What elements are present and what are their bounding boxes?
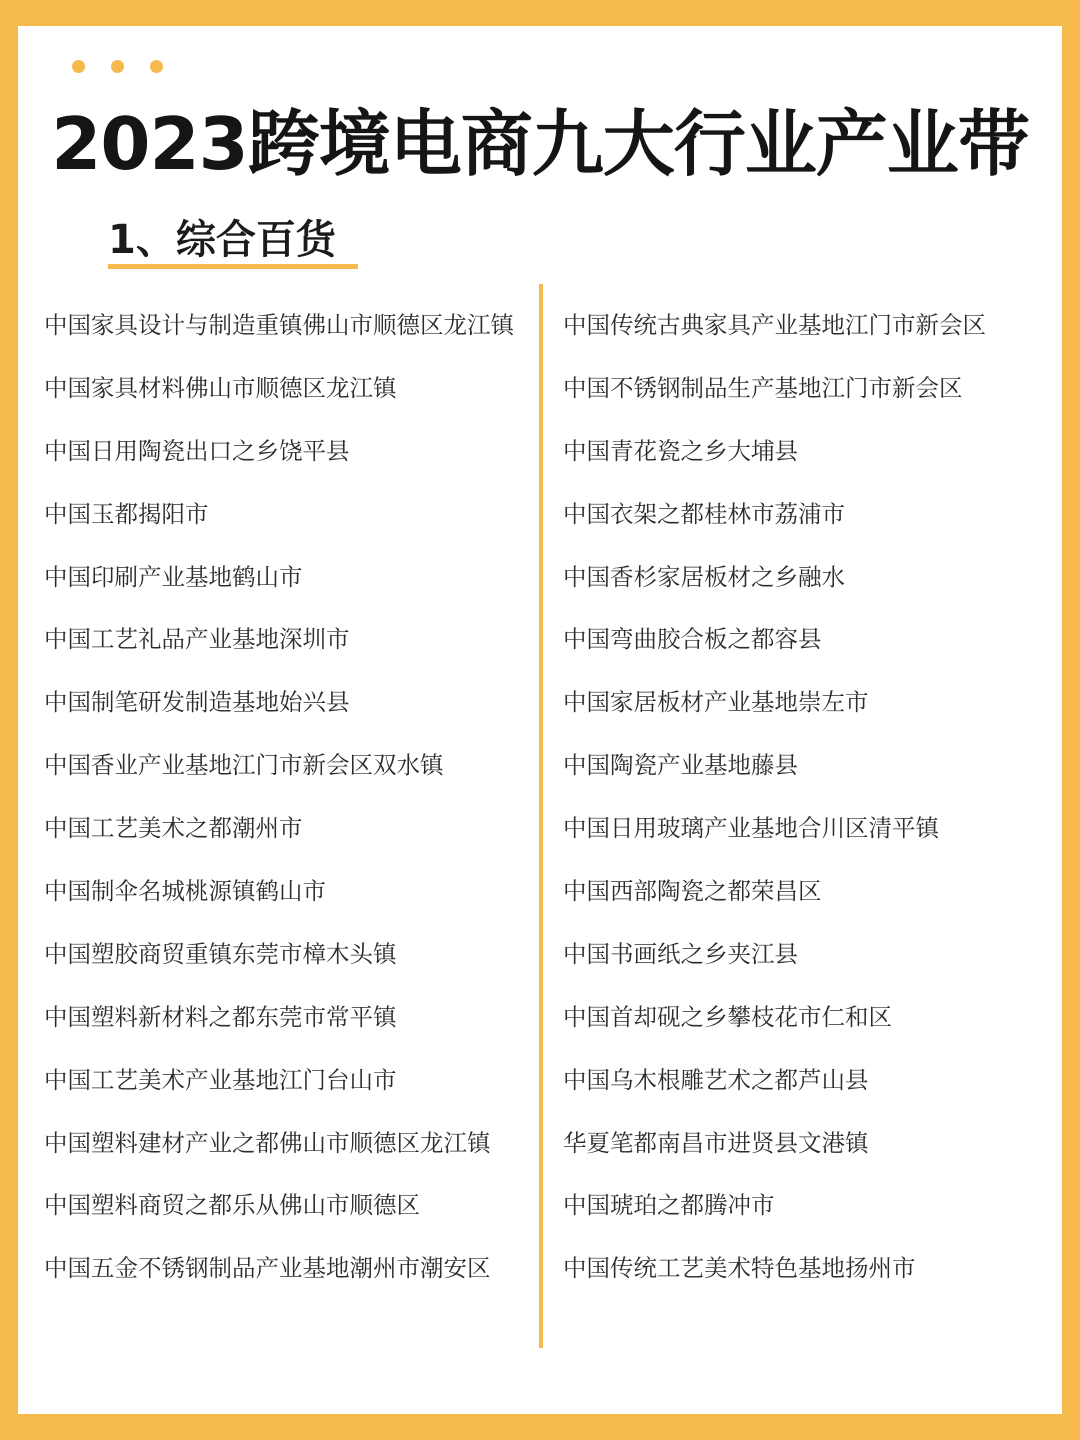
- list-item: 中国印刷产业基地鹤山市: [44, 562, 303, 591]
- dot-icon: [111, 60, 124, 73]
- list-item: 中国制笔研发制造基地始兴县: [44, 688, 350, 717]
- list-item: 中国不锈钢制品生产基地江门市新会区: [563, 373, 963, 402]
- left-column-list: [44, 294, 538, 1300]
- right-column-list: [563, 294, 1053, 1300]
- list-item: 中国乌木根雕艺术之都芦山县: [563, 1065, 869, 1094]
- list-item: 中国书画纸之乡夹江县: [563, 939, 798, 968]
- list-item: 中国日用陶瓷出口之乡饶平县: [44, 436, 350, 465]
- section-underline: [108, 264, 358, 269]
- list-item: 中国香杉家居板材之乡融水: [563, 562, 845, 591]
- list-item: 中国香业产业基地江门市新会区双水镇: [44, 751, 444, 780]
- list-item: 中国传统古典家具产业基地江门市新会区: [563, 311, 986, 339]
- list-item: 中国日用玻璃产业基地合川区清平镇: [563, 814, 939, 843]
- dot-icon: [150, 60, 163, 73]
- list-item: 中国家居板材产业基地崇左市: [563, 688, 869, 717]
- section-heading: 1、综合百货: [108, 217, 336, 263]
- list-item: 中国制伞名城桃源镇鹤山市: [44, 877, 326, 906]
- list-item: 中国塑料商贸之都乐从佛山市顺德区: [44, 1191, 420, 1220]
- list-item: 中国弯曲胶合板之都容县: [563, 625, 822, 654]
- list-item: 中国工艺美术之都潮州市: [44, 814, 303, 843]
- list-item: 中国衣架之都桂林市荔浦市: [563, 499, 845, 528]
- list-item: 中国首却砚之乡攀枝花市仁和区: [563, 1002, 892, 1031]
- list-item: 中国陶瓷产业基地藤县: [563, 751, 798, 780]
- list-item: 中国琥珀之都腾冲市: [563, 1191, 775, 1220]
- list-item: 中国玉都揭阳市: [44, 499, 209, 528]
- list-item: 中国塑料建材产业之都佛山市顺德区龙江镇: [44, 1128, 491, 1157]
- list-item: 中国工艺美术产业基地江门台山市: [44, 1065, 397, 1094]
- list-item: 华夏笔都南昌市进贤县文港镇: [563, 1128, 869, 1157]
- list-item: 中国塑料新材料之都东莞市常平镇: [44, 1002, 397, 1031]
- list-item: 中国家具设计与制造重镇佛山市顺德区龙江镇: [44, 311, 514, 339]
- page-title: 2023跨境电商九大行业产业带: [51, 102, 1029, 186]
- list-item: 中国家具材料佛山市顺德区龙江镇: [44, 373, 397, 402]
- column-divider: [539, 284, 543, 1348]
- dot-icon: [72, 60, 85, 73]
- list-item: 中国塑胶商贸重镇东莞市樟木头镇: [44, 939, 397, 968]
- list-item: 中国青花瓷之乡大埔县: [563, 436, 798, 465]
- list-item: 中国五金不锈钢制品产业基地潮州市潮安区: [44, 1254, 491, 1283]
- list-item: 中国工艺礼品产业基地深圳市: [44, 625, 350, 654]
- list-item: 中国传统工艺美术特色基地扬州市: [563, 1254, 916, 1283]
- list-item: 中国西部陶瓷之都荣昌区: [563, 877, 822, 906]
- decorative-dots: [72, 60, 163, 74]
